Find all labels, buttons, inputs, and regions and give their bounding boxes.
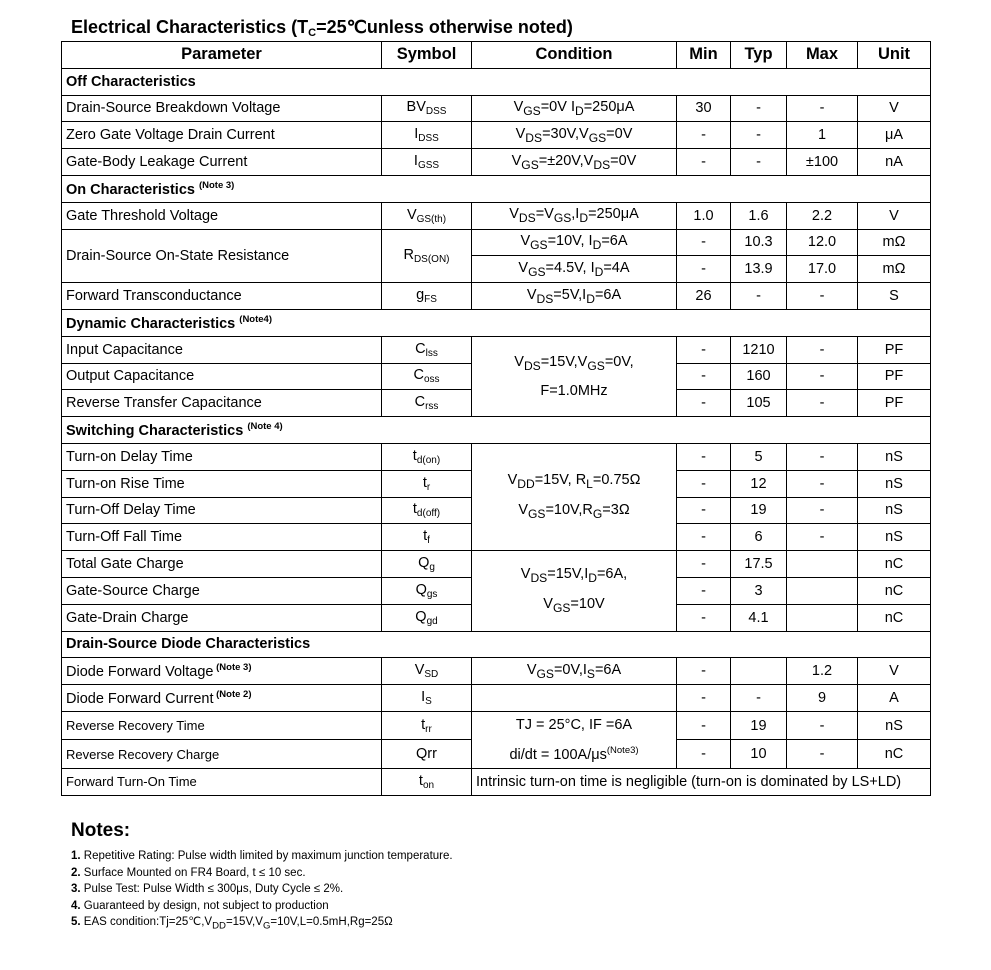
max-cell: - <box>787 497 858 524</box>
parameter-cell: Forward Transconductance <box>62 283 382 310</box>
symbol-cell: $I_{DSS}$ <box>382 122 472 149</box>
unit-cell: nS <box>858 497 931 524</box>
note-item: 1. Repetitive Rating: Pulse width limited by maximum junction temperature. <box>71 850 453 862</box>
condition-cell: $V_{DD}=15V$, $R_L=0.75\Omega$ $V_{GS}=10V,R_G=3\Omega$ <box>472 443 677 550</box>
table-row <box>62 95 931 122</box>
max-cell: - <box>787 390 858 417</box>
typ-cell: 5 <box>731 443 787 470</box>
table-row <box>62 336 931 363</box>
parameter-cell: Reverse Recovery Charge <box>62 740 382 768</box>
parameter-cell: Total Gate Charge <box>62 551 382 578</box>
condition-cell: $V_{GS}=\pm 20V,V_{DS}=0V$ <box>472 149 677 176</box>
unit-cell: nA <box>858 149 931 176</box>
typ-cell: - <box>731 95 787 122</box>
condition-cell: $V_{GS}=10V$, $I_D=6A$ <box>472 229 677 256</box>
parameter-cell: Reverse Recovery Time <box>62 711 382 739</box>
condition-cell: $V_{GS}=0V,I_S=6A$ <box>472 658 677 685</box>
notes-title: Notes: <box>71 820 131 841</box>
unit-cell: nS <box>858 524 931 551</box>
max-cell: - <box>787 95 858 122</box>
parameter-cell: Gate-Body Leakage Current <box>62 149 382 176</box>
symbol-cell: $R_{DS(ON)}$ <box>382 229 472 283</box>
typ-cell: - <box>731 149 787 176</box>
typ-cell <box>731 658 787 685</box>
note-ref: (Note 3) <box>213 662 252 674</box>
header-max: Max <box>787 42 858 69</box>
table-row <box>62 283 931 310</box>
table-row <box>62 229 931 256</box>
section-row <box>62 68 931 95</box>
symbol-cell: $Q_{gs}$ <box>382 577 472 604</box>
unit-cell: μA <box>858 122 931 149</box>
symbol-cell: Qrr <box>382 740 472 768</box>
max-cell: - <box>787 711 858 739</box>
unit-cell: PF <box>858 336 931 363</box>
min-cell: - <box>677 149 731 176</box>
unit-cell: PF <box>858 390 931 417</box>
parameter-cell: Reverse Transfer Capacitance <box>62 390 382 417</box>
min-cell: - <box>677 740 731 768</box>
parameter-cell: Zero Gate Voltage Drain Current <box>62 122 382 149</box>
typ-cell: 19 <box>731 497 787 524</box>
max-cell: 1 <box>787 122 858 149</box>
min-cell: - <box>677 443 731 470</box>
unit-cell: V <box>858 202 931 229</box>
table-row <box>62 122 931 149</box>
section-off-label: Off Characteristics <box>62 68 931 95</box>
section-dynamic-label: Dynamic Characteristics $^{(Note4)}$ <box>62 309 931 336</box>
table-row <box>62 658 931 685</box>
parameter-cell: Gate Threshold Voltage <box>62 202 382 229</box>
note-item: 2. Surface Mounted on FR4 Board, t ≤ 10 sec. <box>71 866 306 879</box>
section-row <box>62 631 931 658</box>
typ-cell: 1.6 <box>731 202 787 229</box>
max-cell: 9 <box>787 685 858 712</box>
table-title: Electrical Characteristics ($T_C=25℃unless$ otherwise noted) <box>71 17 573 39</box>
condition-cell: $V_{DS}=30V,V_{GS}=0V$ <box>472 122 677 149</box>
header-row <box>62 42 931 69</box>
min-cell: - <box>677 122 731 149</box>
symbol-cell: $t_f$ <box>382 524 472 551</box>
min-cell: - <box>677 658 731 685</box>
note-ref: (Note4) <box>239 313 273 325</box>
typ-cell: 105 <box>731 390 787 417</box>
header-min: Min <box>677 42 731 69</box>
min-cell: - <box>677 363 731 390</box>
unit-cell: nC <box>858 577 931 604</box>
condition-cell: $V_{DS}=V_{GS},I_D=250\mu A$ <box>472 202 677 229</box>
min-cell: - <box>677 470 731 497</box>
header-unit: Unit <box>858 42 931 69</box>
table-row <box>62 149 931 176</box>
condition-cell: Intrinsic turn-on time is negligible (turn-on is dominated by LS+LD) <box>472 768 931 795</box>
condition-cell: TJ = 25°C, IF =6A $di/dt = 100A/\mu s^{(Note3)}$ <box>472 711 677 768</box>
max-cell: - <box>787 443 858 470</box>
symbol-cell: $g_{FS}$ <box>382 283 472 310</box>
parameter-cell: Output Capacitance <box>62 363 382 390</box>
table-row <box>62 711 931 739</box>
symbol-cell: $Q_g$ <box>382 551 472 578</box>
symbol-cell: $C_{rss}$ <box>382 390 472 417</box>
max-cell: - <box>787 740 858 768</box>
section-row <box>62 309 931 336</box>
max-cell: 2.2 <box>787 202 858 229</box>
symbol-cell: $I_{GSS}$ <box>382 149 472 176</box>
min-cell: 1.0 <box>677 202 731 229</box>
parameter-cell: Turn-on Delay Time <box>62 443 382 470</box>
notes-list <box>71 848 453 935</box>
section-on-label: On Characteristics $^{(Note 3)}$ <box>62 175 931 202</box>
max-cell <box>787 604 858 631</box>
parameter-cell: Turn-Off Fall Time <box>62 524 382 551</box>
header-symbol: Symbol <box>382 42 472 69</box>
section-row <box>62 175 931 202</box>
max-cell: - <box>787 283 858 310</box>
parameter-cell: Forward Turn-On Time <box>62 768 382 795</box>
typ-cell: 12 <box>731 470 787 497</box>
notes-section <box>71 820 453 935</box>
typ-cell: - <box>731 122 787 149</box>
table-row <box>62 202 931 229</box>
max-cell: 17.0 <box>787 256 858 283</box>
max-cell: 12.0 <box>787 229 858 256</box>
parameter-cell: Input Capacitance <box>62 336 382 363</box>
parameter-cell: Gate-Source Charge <box>62 577 382 604</box>
min-cell: - <box>677 524 731 551</box>
symbol-cell: $t_r$ <box>382 470 472 497</box>
note-item: 5. EAS $condition:Tj=25℃,V_{DD}=15V,V_G=10V,L=0.5mH,Rg=25\Omega$ <box>71 916 393 932</box>
condition-cell: $V_{GS}=4.5V$, $I_D=4A$ <box>472 256 677 283</box>
symbol-cell: $I_S$ <box>382 685 472 712</box>
max-cell <box>787 577 858 604</box>
table-row <box>62 443 931 470</box>
symbol-cell: $V_{GS(th)}$ <box>382 202 472 229</box>
typ-cell: 6 <box>731 524 787 551</box>
unit-cell: PF <box>858 363 931 390</box>
min-cell: - <box>677 551 731 578</box>
parameter-cell: Gate-Drain Charge <box>62 604 382 631</box>
table-row <box>62 685 931 712</box>
typ-cell: - <box>731 685 787 712</box>
symbol-cell: $t_{d(on)}$ <box>382 443 472 470</box>
section-row <box>62 417 931 444</box>
symbol-cell: $t_{d(off)}$ <box>382 497 472 524</box>
symbol-cell: $t_{rr}$ <box>382 711 472 739</box>
max-cell: - <box>787 363 858 390</box>
typ-cell: 17.5 <box>731 551 787 578</box>
parameter-cell: Turn-Off Delay Time <box>62 497 382 524</box>
min-cell: - <box>677 336 731 363</box>
unit-cell: A <box>858 685 931 712</box>
min-cell: - <box>677 685 731 712</box>
min-cell: - <box>677 256 731 283</box>
typ-cell: 19 <box>731 711 787 739</box>
typ-cell: 10 <box>731 740 787 768</box>
unit-cell: nS <box>858 711 931 739</box>
max-cell: 1.2 <box>787 658 858 685</box>
condition-cell: $V_{GS}=0V$ $I_D=250\mu A$ <box>472 95 677 122</box>
parameter-cell: Turn-on Rise Time <box>62 470 382 497</box>
note-ref: (Note 3) <box>198 179 235 191</box>
min-cell: 26 <box>677 283 731 310</box>
parameter-cell: Drain-Source On-State Resistance <box>62 229 382 283</box>
section-diode-label: Drain-Source Diode Characteristics <box>62 631 931 658</box>
condition-cell: $V_{DS}=15V,V_{GS}=0V$, F=1.0MHz <box>472 336 677 416</box>
unit-cell: nC <box>858 551 931 578</box>
electrical-characteristics-table <box>61 41 931 796</box>
unit-cell: V <box>858 95 931 122</box>
min-cell: - <box>677 577 731 604</box>
header-typ: Typ <box>731 42 787 69</box>
unit-cell: nS <box>858 443 931 470</box>
max-cell: - <box>787 470 858 497</box>
table-row <box>62 768 931 795</box>
typ-cell: 160 <box>731 363 787 390</box>
typ-cell: 3 <box>731 577 787 604</box>
symbol-cell: $V_{SD}$ <box>382 658 472 685</box>
max-cell: - <box>787 524 858 551</box>
unit-cell: nC <box>858 604 931 631</box>
header-condition: Condition <box>472 42 677 69</box>
typ-cell: - <box>731 283 787 310</box>
typ-cell: 13.9 <box>731 256 787 283</box>
note-item: 3. Pulse Test: Pulse Width ≤ 300μs, Duty Cycle ≤ 2%. <box>71 883 344 895</box>
max-cell <box>787 551 858 578</box>
unit-cell: S <box>858 283 931 310</box>
parameter-cell: Drain-Source Breakdown Voltage <box>62 95 382 122</box>
header-parameter: Parameter <box>62 42 382 69</box>
min-cell: - <box>677 604 731 631</box>
min-cell: - <box>677 229 731 256</box>
parameter-cell: Diode Forward Current $^{(Note 2)}$ <box>62 685 382 712</box>
condition-cell: $V_{DS}=15V,I_D=6A$, $V_{GS}=10V$ <box>472 551 677 631</box>
symbol-cell: $BV_{DSS}$ <box>382 95 472 122</box>
unit-cell: nS <box>858 470 931 497</box>
section-switching-label: Switching Characteristics $^{(Note 4)}$ <box>62 417 931 444</box>
note-item: 4. Guaranteed by design, not subject to production <box>71 899 329 912</box>
typ-cell: 1210 <box>731 336 787 363</box>
min-cell: - <box>677 711 731 739</box>
typ-cell: 4.1 <box>731 604 787 631</box>
symbol-cell: $C_{lss}$ <box>382 336 472 363</box>
note-ref: (Note 4) <box>247 421 283 433</box>
unit-cell: V <box>858 658 931 685</box>
symbol-cell: $C_{oss}$ <box>382 363 472 390</box>
unit-cell: nC <box>858 740 931 768</box>
condition-cell: $V_{DS}=5V,I_D=6A$ <box>472 283 677 310</box>
min-cell: 30 <box>677 95 731 122</box>
max-cell: - <box>787 336 858 363</box>
condition-cell <box>472 685 677 712</box>
note-ref: (Note 2) <box>213 689 252 701</box>
max-cell: ±100 <box>787 149 858 176</box>
unit-cell: mΩ <box>858 229 931 256</box>
symbol-cell: $t_{on}$ <box>382 768 472 795</box>
symbol-cell: $Q_{gd}$ <box>382 604 472 631</box>
unit-cell: mΩ <box>858 256 931 283</box>
table-row <box>62 551 931 578</box>
typ-cell: 10.3 <box>731 229 787 256</box>
parameter-cell: Diode Forward Voltage $^{(Note 3)}$ <box>62 658 382 685</box>
min-cell: - <box>677 390 731 417</box>
min-cell: - <box>677 497 731 524</box>
